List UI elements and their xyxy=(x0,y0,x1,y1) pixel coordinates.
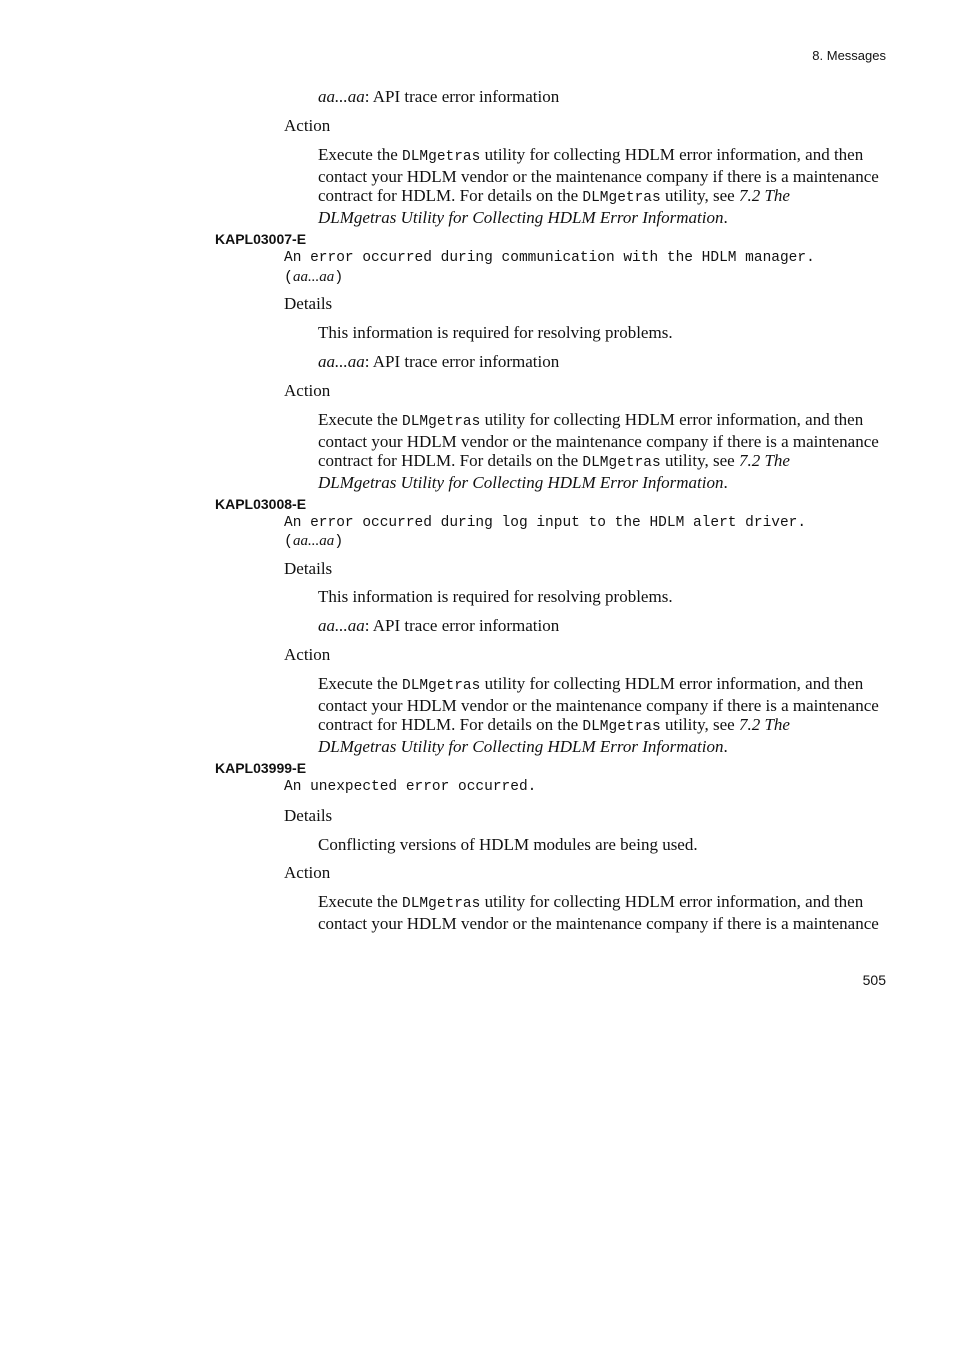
message-text: An error occurred during communication with the HDLM manager. xyxy=(284,250,815,266)
command-code: DLMgetras xyxy=(582,719,661,735)
action-label: Action xyxy=(284,863,331,882)
action-paragraph: Execute the DLMgetras utility for collecting HDLM error information, and then contact your HDLM vendor or the maintenance company if there is a maintenance contract for HDLM. For details on the DLMgetras utility, see 7.2 The DLMgetras Utility for Collecting HDLM Error Information. xyxy=(318,145,879,227)
message-variable: (aa...aa) xyxy=(284,269,344,286)
details-label: Details xyxy=(284,806,333,825)
action-label: Action xyxy=(284,116,331,135)
details-label: Details xyxy=(284,294,333,313)
cross-reference: 7.2 The xyxy=(738,451,790,470)
cross-reference: DLMgetras Utility for Collecting HDLM Error Information xyxy=(318,737,724,756)
command-code: DLMgetras xyxy=(402,896,481,912)
details-text: This information is required for resolving problems. xyxy=(318,587,673,606)
action-label: Action xyxy=(284,645,331,664)
page-number: 505 xyxy=(862,972,886,988)
details-text: This information is required for resolving problems. xyxy=(318,323,673,342)
command-code: DLMgetras xyxy=(402,678,481,694)
message-id-heading: KAPL03007-E xyxy=(215,231,307,247)
action-label: Action xyxy=(284,381,331,400)
running-header: 8. Messages xyxy=(812,48,886,63)
message-id-heading: KAPL03008-E xyxy=(215,496,307,512)
action-paragraph: Execute the DLMgetras utility for collecting HDLM error information, and then contact your HDLM vendor or the maintenance company if there is a maintenance contract for HDLM. For details on the DLMgetras utility, see 7.2 The DLMgetras Utility for Collecting HDLM Error Information. xyxy=(318,674,879,756)
trace-text: : API trace error information xyxy=(364,87,560,106)
details-text: Conflicting versions of HDLM modules are being used. xyxy=(318,835,698,854)
cross-reference: DLMgetras Utility for Collecting HDLM Error Information xyxy=(318,208,724,227)
trace-var: aa...aa xyxy=(318,87,365,106)
message-text: An error occurred during log input to the HDLM alert driver. xyxy=(284,515,807,531)
cross-reference: 7.2 The xyxy=(738,186,790,205)
trace-info: aa...aa: API trace error information xyxy=(318,616,560,635)
message-id-heading: KAPL03999-E xyxy=(215,760,307,776)
trace-info xyxy=(318,87,886,106)
action-paragraph: Execute the DLMgetras utility for collecting HDLM error information, and then contact your HDLM vendor or the maintenance company if there is a maintenance contract for HDLM. For details on the DLMgetras utility, see 7.2 The DLMgetras Utility for Collecting HDLM Error Information. xyxy=(318,410,879,492)
action-paragraph: Execute the DLMgetras utility for collecting HDLM error information, and then contact your HDLM vendor or the maintenance company if there is a maintenance xyxy=(318,892,879,933)
command-code: DLMgetras xyxy=(582,190,661,206)
cross-reference: 7.2 The xyxy=(738,715,790,734)
trace-info: aa...aa: API trace error information xyxy=(318,352,560,371)
command-code: DLMgetras xyxy=(402,149,481,165)
message-text: An unexpected error occurred. xyxy=(284,779,537,795)
message-variable: (aa...aa) xyxy=(284,533,344,550)
cross-reference: DLMgetras Utility for Collecting HDLM Error Information xyxy=(318,473,724,492)
command-code: DLMgetras xyxy=(582,455,661,471)
details-label: Details xyxy=(284,559,333,578)
command-code: DLMgetras xyxy=(402,414,481,430)
